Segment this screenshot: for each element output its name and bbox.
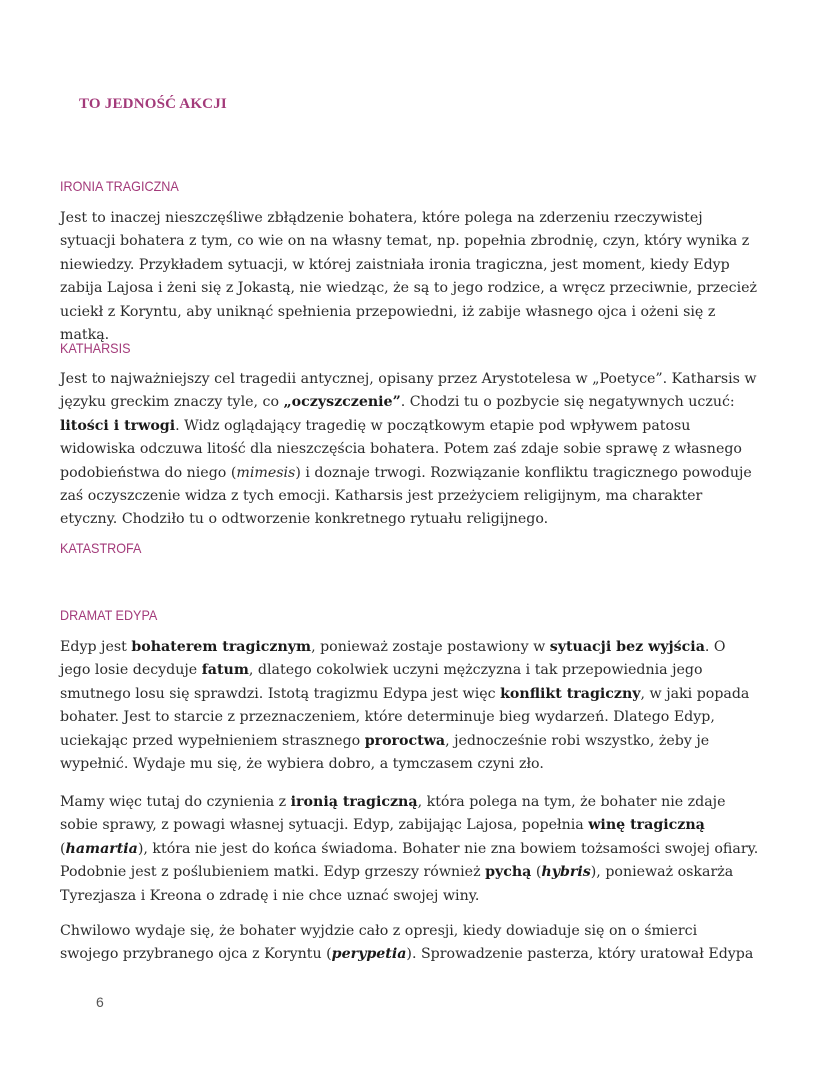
section-heading-ironia: IRONIA TRAGICZNA [60, 178, 179, 194]
paragraph-dramat-2: Mamy więc tutaj do czynienia z ironią tragiczną, która polega na tym, że bohater nie zdaje sobie sprawy, z powagi własnej sytuacji. Edyp, zabijając Lajosa, popełnia winę tragiczną (hamartia), która nie jest do końca świadoma. Bohater nie zna bowiem tożsamości swojej ofiary. Podobnie jest z poślubieniem matki. Edyp grzeszy również pychą (hybris), ponieważ oskarża Tyrezjasza i Kreona o zdradę i nie chce uznać swojej winy. [60, 794, 759, 904]
paragraph-ironia: Jest to inaczej nieszczęśliwe zbłądzenie bohatera, które polega na zderzeniu rzeczywistej sytuacji bohatera z tym, co wie on na własny temat, np. popełnia zbrodnię, czyn, który wynika z niewiedzy. Przykładem sytuacji, w której zaistniała ironia tragiczna, jest moment, kiedy Edyp zabija Lajosa i żeni się z Jokastą, nie wiedząc, że są to jego rodzice, a wręcz przeciwnie, przecież uciekł z Koryntu, aby uniknąć spełnienia przepowiedni, iż zabije własnego ojca i ożeni się z matką. [60, 210, 758, 344]
chapter-heading: TO JEDNOŚĆ AKCJI [79, 96, 227, 112]
section-heading-katharsis: KATHARSIS [60, 340, 131, 356]
paragraph-dramat-3: Chwilowo wydaje się, że bohater wyjdzie cało z opresji, kiedy dowiaduje się on o śmierci swojego przybranego ojca z Koryntu (perypetia). Sprowadzenie pasterza, który uratował Edypa [60, 923, 754, 963]
section-heading-dramat: DRAMAT EDYPA [60, 607, 158, 623]
paragraph-dramat-1: Edyp jest bohaterem tragicznym, ponieważ zostaje postawiony w sytuacji bez wyjścia. O jego losie decyduje fatum, dlatego cokolwiek uczyni mężczyzna i tak przepowiednia jego smutnego losu się sprawdzi. Istotą tragizmu Edypa jest więc konflikt tragiczny, w jaki popada bohater. Jest to starcie z przeznaczeniem, które determinuje bieg wydarzeń. Dlatego Edyp, uciekając przed wypełnieniem strasznego proroctwa, jednocześnie robi wszystko, żeby je wypełnić. Wydaje mu się, że wybiera dobro, a tymczasem czyni zło. [60, 639, 750, 773]
section-heading-katastrofa: KATASTROFA [60, 540, 142, 556]
paragraph-katharsis: Jest to najważniejszy cel tragedii antycznej, opisany przez Arystotelesa w „Poetyce”. Katharsis w języku greckim znaczy tyle, co „oczyszczenie”. Chodzi tu o pozbycie się negatywnych uczuć: litości i trwogi. Widz oglądający tragedię w początkowym etapie pod wpływem patosu widowiska odczuwa litość dla nieszczęścia bohatera. Potem zaś zdaje sobie sprawę z własnego podobieństwa do niego (mimesis) i doznaje trwogi. Rozwiązanie konfliktu tragicznego powoduje zaś oczyszczenie widza z tych emocji. Katharsis jest przeżyciem religijnym, ma charakter etyczny. Chodziło tu o odtworzenie konkretnego rytuału religijnego. [60, 371, 757, 528]
page-number: 6 [96, 994, 104, 1010]
